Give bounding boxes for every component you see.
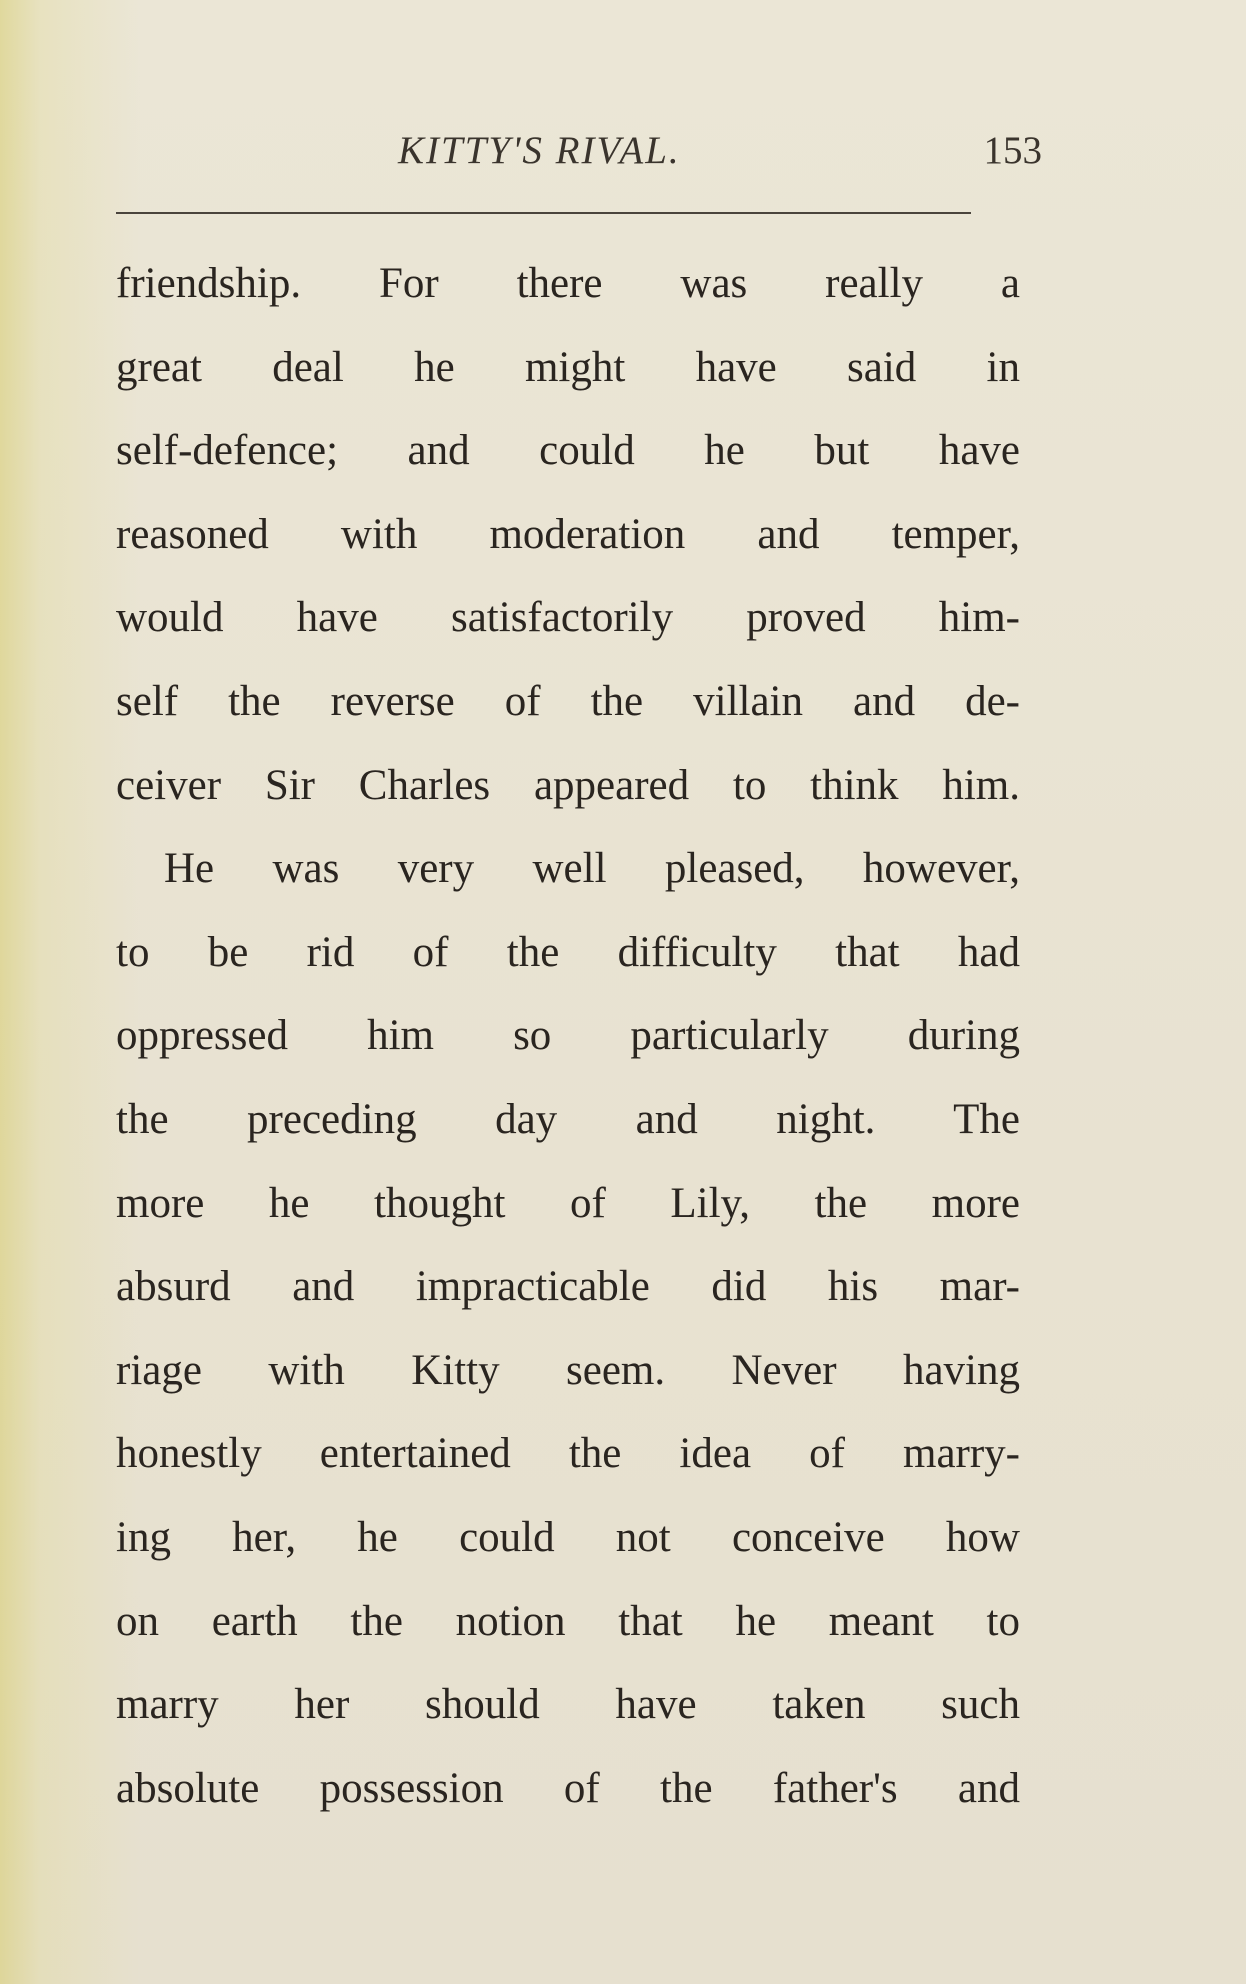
running-title: KITTY'S RIVAL. (398, 129, 681, 172)
body-text (116, 242, 1020, 1830)
text-line: to be rid of the difficulty that had (116, 928, 1020, 976)
text-line: absurd and impracticable did his mar- (116, 1263, 1020, 1311)
text-line: more he thought of Lily, the more (116, 1179, 1020, 1227)
text-line: friendship. For there was really a (116, 260, 1020, 307)
text-line: great deal he might have said in (116, 343, 1020, 391)
page-number: 153 (983, 129, 1042, 172)
text-line: would have satisfactorily proved him- (116, 594, 1020, 642)
text-line: self-defence; and could he but have (116, 427, 1020, 475)
text-line: honestly entertained the idea of marry- (116, 1430, 1020, 1478)
text-line: on earth the notion that he meant to (116, 1597, 1020, 1645)
header-rule (116, 212, 971, 214)
page-header (116, 128, 1042, 188)
paragraph-start-line: He was very well pleased, however, (164, 845, 1020, 893)
text-line: self the reverse of the villain and de- (116, 677, 1020, 725)
text-line: marry her should have taken such (116, 1681, 1020, 1729)
text-line: ceiver Sir Charles appeared to think him. (116, 761, 1020, 809)
text-line: oppressed him so particularly during (116, 1012, 1020, 1060)
text-line: absolute possession of the father's and (116, 1764, 1020, 1812)
text-line: the preceding day and night. The (116, 1095, 1020, 1143)
text-line: reasoned with moderation and temper, (116, 510, 1020, 558)
text-line: ing her, he could not conceive how (116, 1513, 1020, 1561)
text-line: riage with Kitty seem. Never having (116, 1346, 1020, 1394)
